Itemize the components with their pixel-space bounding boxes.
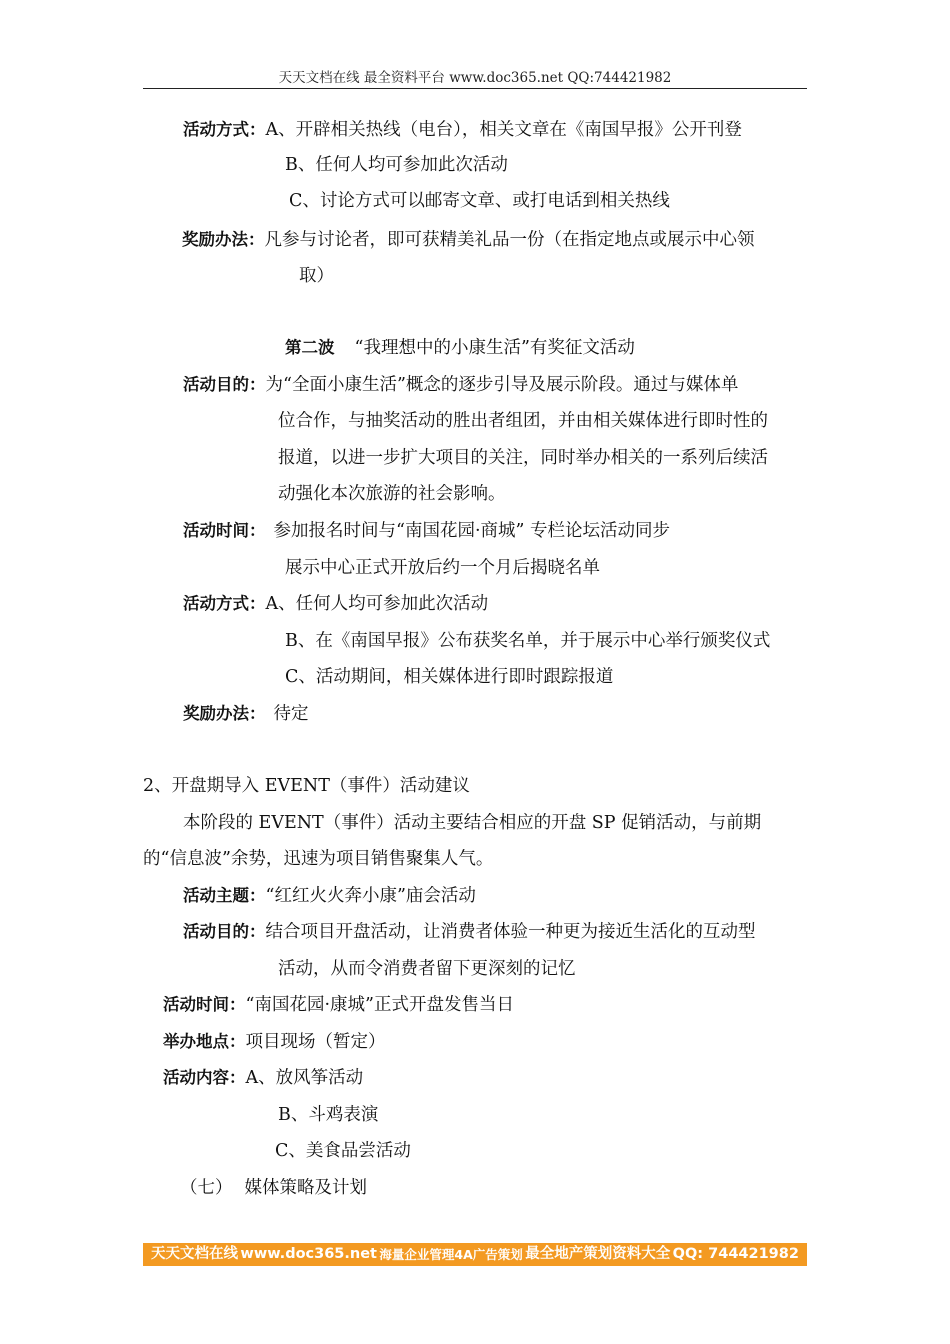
section2-content-b: B、斗鸡表演 — [278, 1105, 379, 1125]
wave2-time-text-2: 展示中心正式开放后约一个月后揭晓名单 — [285, 558, 600, 578]
wave1-method-line-a — [183, 118, 742, 142]
section2-place-text: 项目现场（暂定） — [245, 1032, 386, 1052]
wave2-reward-line — [183, 702, 309, 726]
wave2-reward-text: 待定 — [273, 704, 309, 724]
wave2-time-label: 活动时间： — [183, 521, 266, 540]
footer-qq: QQ: 744421982 — [672, 1246, 799, 1262]
section2-content-c: C、美食品尝活动 — [275, 1141, 411, 1161]
section7-number: （七） — [180, 1178, 233, 1198]
section2-content-a: A、放风筝活动 — [245, 1068, 364, 1088]
section2-theme-line — [183, 884, 476, 908]
wave2-method-b: B、在《南国早报》公布获奖名单，并于展示中心举行颁奖仪式 — [285, 631, 771, 651]
wave2-title-text: “我理想中的小康生活”有奖征文活动 — [354, 338, 635, 358]
wave1-reward-text-1: 凡参与讨论者，即可获精美礼品一份（在指定地点或展示中心领 — [264, 230, 755, 250]
wave2-purpose-line-1 — [183, 373, 738, 397]
footer-banner — [143, 1243, 807, 1266]
wave1-method-c: C、讨论方式可以邮寄文章、或打电话到相关热线 — [289, 191, 670, 211]
section2-purpose-text-1: 结合项目开盘活动，让消费者体验一种更为接近生活化的互动型 — [265, 922, 756, 942]
wave2-purpose-text-2: 位合作，与抽奖活动的胜出者组团，并由相关媒体进行即时性的 — [278, 411, 768, 431]
section2-time-line — [163, 993, 514, 1017]
section2-content-label: 活动内容： — [163, 1068, 246, 1087]
section2-heading: 2、开盘期导入 EVENT（事件）活动建议 — [143, 776, 470, 796]
wave1-method-b: B、任何人均可参加此次活动 — [285, 155, 508, 175]
section7-heading — [180, 1176, 367, 1200]
wave2-title-label: 第二波 — [285, 338, 335, 357]
section2-time-label: 活动时间： — [163, 995, 246, 1014]
section2-place-label: 举办地点： — [163, 1032, 246, 1051]
wave1-method-label: 活动方式： — [183, 120, 266, 139]
wave2-purpose-text-1: 为“全面小康生活”概念的逐步引导及展示阶段。通过与媒体单 — [265, 375, 739, 395]
wave1-method-a: A、开辟相关热线（电台），相关文章在《南国早报》公开刊登 — [265, 120, 742, 140]
wave1-reward-label: 奖励办法： — [182, 230, 265, 249]
section2-place-line — [163, 1030, 386, 1054]
section2-purpose-text-2: 活动，从而令消费者留下更深刻的记忆 — [278, 959, 576, 979]
page-header: 天天文档在线 最全资料平台 www.doc365.net QQ:744421982 — [278, 70, 672, 86]
section2-intro-2: 的“信息波”余势，迅速为项目销售聚集人气。 — [143, 849, 494, 869]
section7-title: 媒体策略及计划 — [244, 1178, 367, 1198]
wave2-method-a: A、任何人均可参加此次活动 — [265, 594, 489, 614]
wave2-purpose-text-4: 动强化本次旅游的社会影响。 — [278, 484, 506, 504]
section2-intro-1: 本阶段的 EVENT（事件）活动主要结合相应的开盘 SP 促销活动，与前期 — [183, 813, 762, 833]
footer-site-name: 天天文档在线 — [151, 1246, 238, 1262]
footer-slogan-1: 海量企业管理4A广告策划 — [379, 1247, 523, 1262]
wave2-time-line-1 — [183, 519, 670, 543]
wave2-purpose-label: 活动目的： — [183, 375, 266, 394]
section2-theme-text: “红红火火奔小康”庙会活动 — [265, 886, 476, 906]
section2-theme-label: 活动主题： — [183, 886, 266, 905]
wave2-method-c: C、活动期间，相关媒体进行即时跟踪报道 — [285, 667, 614, 687]
footer-slogan-2: 最全地产策划资料大全 — [525, 1246, 671, 1262]
wave2-title — [285, 336, 635, 360]
section2-content-line-a — [163, 1066, 363, 1090]
wave1-reward-text-2: 取） — [299, 266, 334, 286]
header-divider — [143, 88, 807, 89]
wave2-method-line-a — [183, 592, 488, 616]
wave2-method-label: 活动方式： — [183, 594, 266, 613]
wave2-purpose-text-3: 报道，以进一步扩大项目的关注，同时举办相关的一系列后续活 — [278, 448, 768, 468]
wave2-time-text-1: 参加报名时间与“南国花园·商城” 专栏论坛活动同步 — [273, 521, 671, 541]
wave1-reward-line-1 — [182, 228, 755, 252]
footer-url: www.doc365.net — [240, 1246, 377, 1262]
wave2-reward-label: 奖励办法： — [183, 704, 266, 723]
section2-time-text: “南国花园·康城”正式开盘发售当日 — [245, 995, 514, 1015]
section2-purpose-label: 活动目的： — [183, 922, 266, 941]
section2-purpose-line-1 — [183, 920, 756, 944]
